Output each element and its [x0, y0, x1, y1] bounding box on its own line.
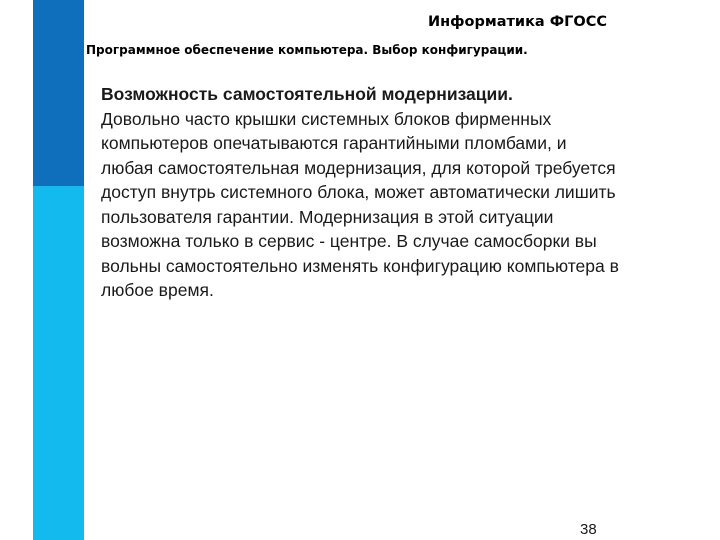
body-line: любая самостоятельная модернизация, для которой требуется: [101, 157, 616, 178]
body-line: компьютеров опечатываются гарантийными пломбами, и: [101, 133, 567, 153]
section-heading: Возможность самостоятельной модернизации.: [101, 84, 513, 104]
body-line: возможна только в сервис - центре. В случае самосборки вы: [101, 231, 597, 251]
body-line: любое время.: [101, 280, 214, 300]
lesson-subtitle: Программное обеспечение компьютера. Выбор конфигурации.: [86, 43, 528, 57]
slide-body: [101, 82, 706, 303]
decorative-bar-dark: [33, 0, 84, 186]
course-title: Информатика ФГОСС: [428, 14, 607, 30]
body-line: вольны самостоятельно изменять конфигурацию компьютера в: [101, 255, 619, 276]
page-number: 38: [580, 521, 597, 538]
body-line: пользователя гарантии. Модернизация в этой ситуации: [101, 206, 554, 227]
body-line: доступ внутрь системного блока, может автоматически лишить: [101, 182, 616, 202]
decorative-bar-light: [33, 186, 84, 540]
body-line: Довольно часто крышки системных блоков фирменных: [101, 108, 552, 129]
